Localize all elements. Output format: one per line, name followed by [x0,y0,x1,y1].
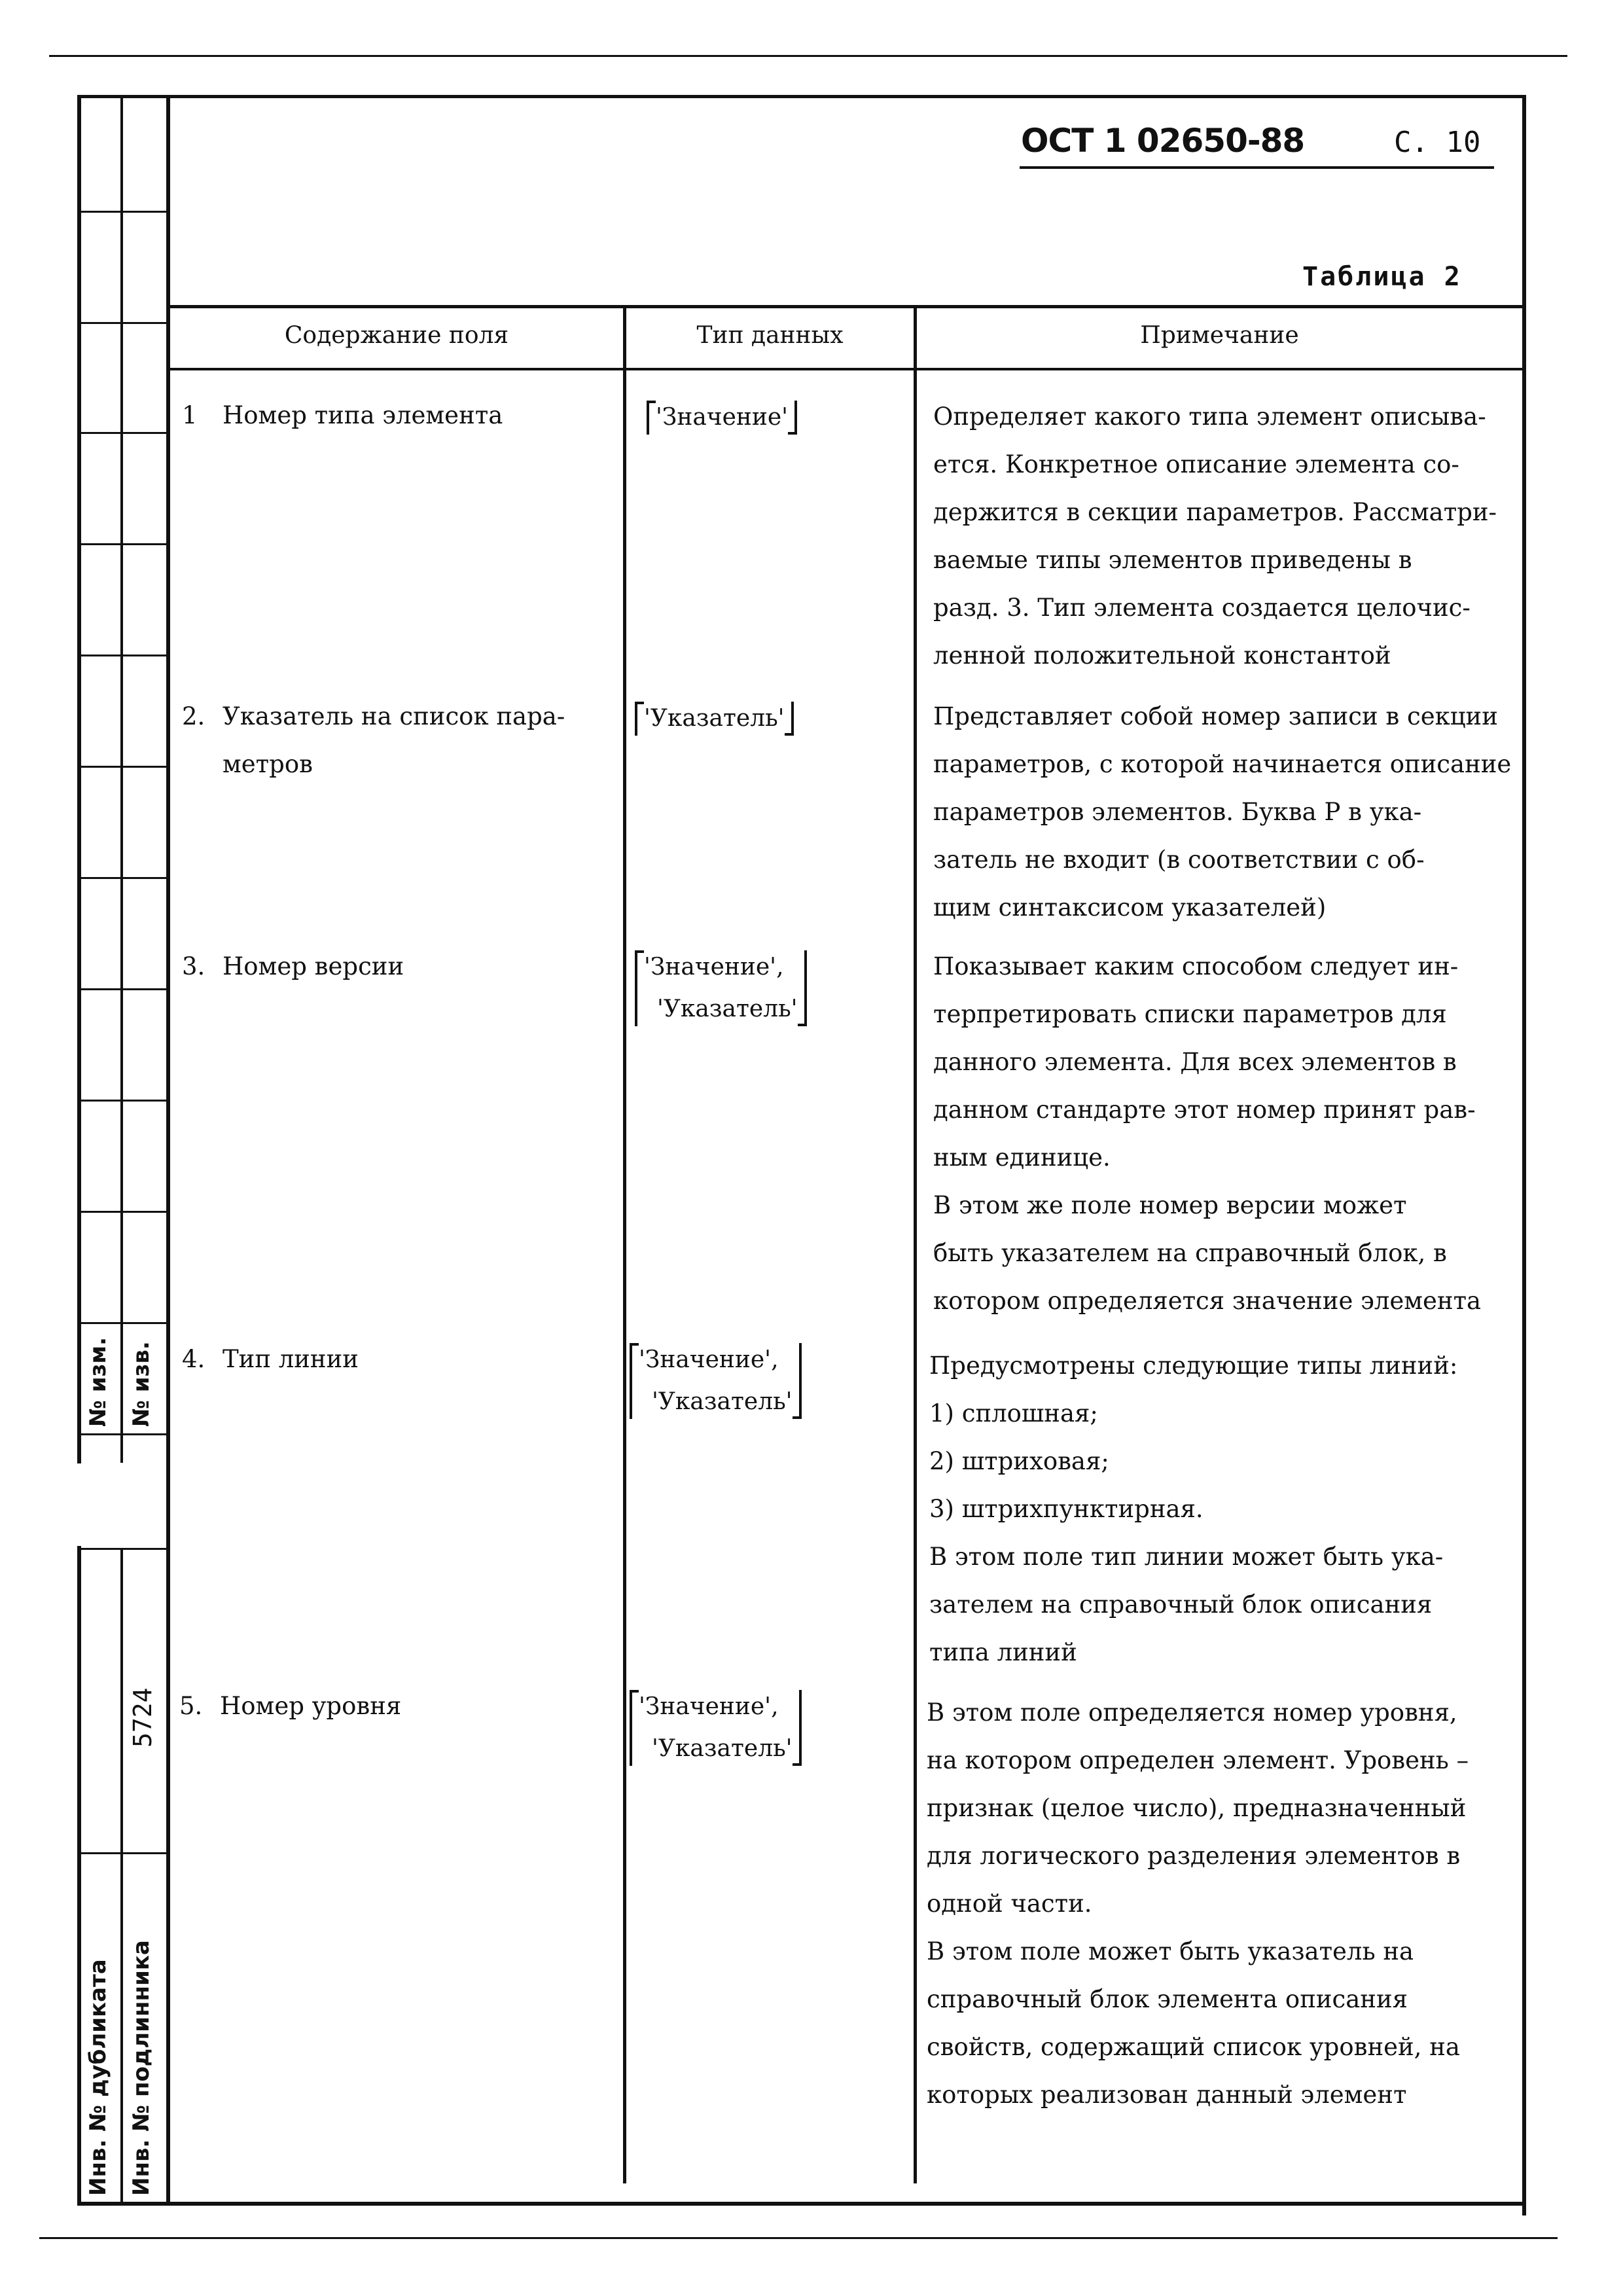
stamp-row-line [77,1433,166,1435]
bottom-border-line [39,2237,1558,2239]
note-line: ется. Конкретное описание элемента со- [933,450,1459,478]
note-line: Предусмотрены следующие типы линий: [929,1352,1458,1380]
stamp-middle-line-lower [120,1548,123,2202]
note-line: для логического разделения элементов в [927,1842,1461,1870]
field-name: Номер версии [223,952,404,980]
table-row-1-field [182,391,503,439]
note-line: одной части. [927,1890,1092,1918]
type-value: 'Указатель' [652,1388,793,1415]
note-line: на котором определен элемент. Уровень – [927,1746,1469,1774]
note-line: Определяет какого типа элемент описыва- [933,403,1486,431]
table-row-1-type [647,397,797,439]
table-top-line [166,305,1526,308]
field-name: метров [223,750,313,778]
table-row-3-note [933,942,1481,1325]
note-line: котором определяется значение элемента [933,1287,1482,1315]
page-number: С. 10 [1394,126,1481,159]
table-row-4-field [182,1335,359,1383]
field-name: Указатель на список пара- [223,702,565,730]
table-row-1-note [933,393,1497,679]
type-value: 'Указатель' [644,705,785,732]
table-col-line-2 [914,305,917,2183]
stamp-inv-number: 5724 [128,1687,157,1748]
column-header-type: Тип данных [696,322,844,349]
type-value: 'Значение', [644,954,784,980]
table-row-5-note [927,1689,1469,2119]
stamp-row-line [77,432,166,434]
header-underline [1020,166,1494,169]
note-line: 1) сплошная; [929,1399,1098,1427]
stamp-inv-podl-label: Инв. № подлинника [128,1940,154,2196]
field-name: Номер типа элемента [223,401,503,429]
frame-bottom [77,2202,1526,2206]
note-line: зателем на справочный блок описания [929,1590,1433,1619]
note-line: щим синтаксисом указателей) [933,893,1327,922]
note-line: свойств, содержащий список уровней, на [927,2033,1460,2061]
stamp-row-line [77,988,166,990]
field-name: Тип линии [223,1345,359,1373]
stamp-izv-label: № изв. [128,1341,154,1427]
field-name: Номер уровня [220,1692,402,1720]
stamp-row-line [77,1100,166,1102]
note-line: которых реализован данный элемент [927,2081,1407,2109]
note-line: данного элемента. Для всех элементов в [933,1048,1457,1076]
column-header-content: Содержание поля [284,322,509,349]
row-number: 5. [179,1692,203,1720]
note-line: типа линий [929,1638,1077,1666]
table-row-4-type [630,1339,802,1423]
stamp-gap [72,1463,124,1546]
stamp-izm-label: № изм. [85,1336,111,1427]
table-row-2-type [635,698,794,740]
column-header-note: Примечание [1140,322,1299,349]
note-line: ным единице. [933,1143,1111,1172]
table-label: Таблица 2 [1302,262,1462,292]
type-value: 'Значение' [656,404,789,431]
stamp-row-line [77,1852,166,1854]
stamp-row-line [77,1322,166,1324]
table-row-5-field [179,1682,401,1730]
frame-right [1522,95,1526,2215]
stamp-row-line [77,655,166,656]
note-line: В этом поле тип линии может быть ука- [929,1543,1444,1571]
note-line: данном стандарте этот номер принят рав- [933,1096,1476,1124]
note-line: держится в секции параметров. Рассматри- [933,498,1497,526]
frame-left [77,95,81,2202]
note-line: Показывает каким способом следует ин- [933,952,1459,980]
note-line: В этом поле может быть указатель на [927,1937,1414,1965]
stamp-row-line [77,543,166,545]
row-number: 3. [182,952,205,980]
note-line: затель не входит (в соответствии с об- [933,846,1425,874]
stamp-middle-line [120,95,123,1463]
stamp-inv-dubl-label: Инв. № дубликата [85,1959,111,2196]
note-line: разд. 3. Тип элемента создается целочис- [933,594,1471,622]
type-value: 'Указатель' [652,1735,793,1762]
type-value: 'Значение', [639,1693,779,1720]
type-value: 'Указатель' [657,996,798,1022]
type-value: 'Значение', [639,1346,779,1373]
table-row-5-type [630,1686,802,1770]
note-line: параметров элементов. Буква P в ука- [933,798,1422,826]
note-line: параметров, с которой начинается описание [933,750,1512,778]
top-border-line [49,55,1567,57]
frame-inner-left [166,95,170,2206]
table-header-bottom-line [166,368,1526,370]
note-line: терпретировать списки параметров для [933,1000,1447,1028]
stamp-row-line [77,877,166,879]
note-line: Представляет собой номер записи в секции [933,702,1498,730]
note-line: признак (целое число), предназначенный [927,1794,1467,1822]
stamp-row-line [77,322,166,324]
table-row-2-note [933,692,1511,931]
note-line: 3) штрихпунктирная. [929,1495,1204,1523]
stamp-row-line [77,1211,166,1213]
stamp-row-line [77,1548,166,1550]
note-line: В этом же поле номер версии может [933,1191,1407,1219]
row-number: 1 [182,401,198,429]
note-line: ленной положительной константой [933,641,1391,670]
table-row-3-field [182,942,404,990]
table-row-2-field [182,692,565,788]
stamp-row-line [77,766,166,768]
note-line: 2) штриховая; [929,1447,1109,1475]
table-col-line-1 [623,305,626,2183]
note-line: быть указателем на справочный блок, в [933,1239,1447,1267]
frame-top [77,95,1526,98]
document-code: ОСТ 1 02650-88 [1021,122,1305,160]
note-line: ваемые типы элементов приведены в [933,546,1412,574]
stamp-row-line [77,211,166,213]
note-line: справочный блок элемента описания [927,1985,1408,2013]
table-row-3-type [635,946,807,1030]
note-line: В этом поле определяется номер уровня, [927,1698,1457,1727]
table-row-4-note [929,1342,1457,1676]
row-number: 2. [182,702,205,730]
row-number: 4. [182,1345,205,1373]
